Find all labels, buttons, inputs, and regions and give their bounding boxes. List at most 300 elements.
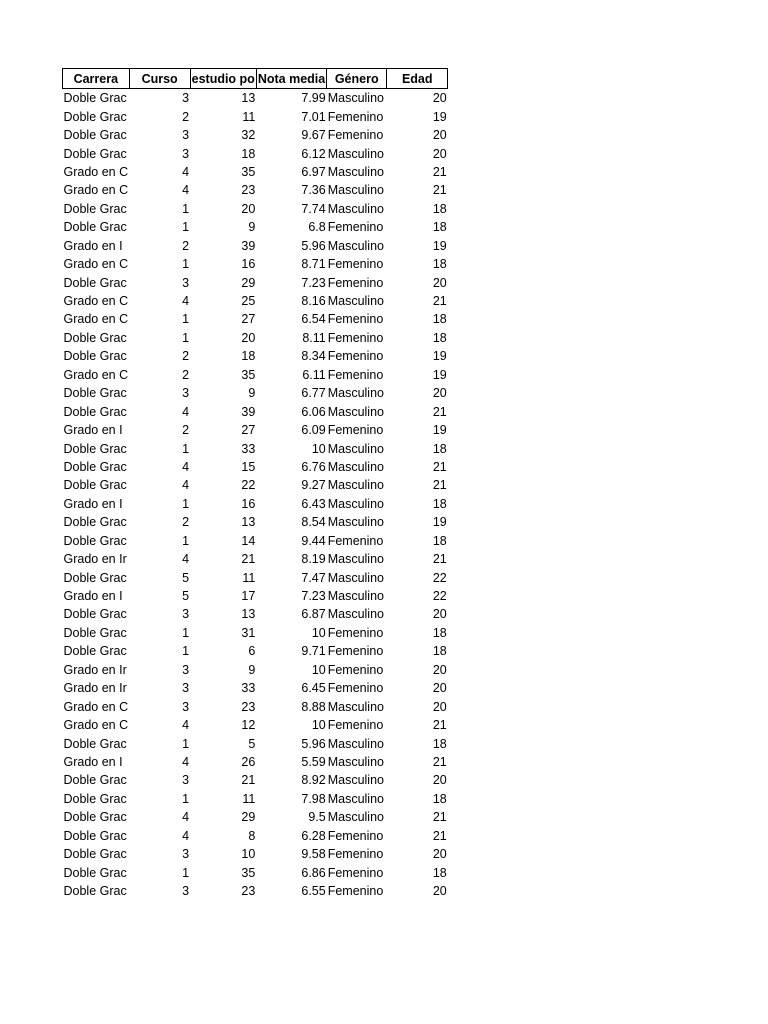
cell-carrera[interactable]: Doble Grac [63, 275, 127, 290]
cell-carrera[interactable]: Grado en I [63, 238, 123, 253]
cell-carrera[interactable]: Doble Grac [63, 515, 127, 530]
cell-curso[interactable]: 2 [182, 367, 190, 382]
cell-curso[interactable]: 3 [182, 386, 190, 401]
cell-curso[interactable]: 4 [182, 294, 190, 309]
cell-nota-media[interactable]: 10 [311, 718, 326, 733]
cell-edad[interactable]: 19 [432, 515, 447, 530]
cell-estudio[interactable]: 23 [241, 884, 256, 899]
cell-carrera[interactable]: Doble Grac [63, 736, 127, 751]
cell-carrera[interactable]: Grado en I [63, 754, 123, 769]
cell-edad[interactable]: 21 [432, 404, 447, 419]
cell-genero[interactable]: Femenino [327, 625, 384, 640]
table-row [63, 292, 448, 310]
cell-edad[interactable]: 22 [432, 589, 447, 604]
cell-curso[interactable]: 2 [182, 238, 190, 253]
cell-curso[interactable]: 5 [182, 570, 190, 585]
cell-estudio[interactable]: 11 [242, 570, 256, 585]
cell-edad[interactable]: 20 [432, 128, 447, 143]
cell-edad[interactable]: 18 [432, 312, 447, 327]
cell-estudio[interactable]: 39 [241, 238, 256, 253]
cell-estudio[interactable]: 14 [241, 533, 256, 548]
cell-curso[interactable]: 3 [182, 275, 190, 290]
cell-carrera[interactable]: Doble Grac [63, 884, 127, 899]
cell-carrera[interactable]: Doble Grac [63, 459, 127, 474]
cell-genero[interactable]: Femenino [327, 884, 384, 899]
cell-curso[interactable]: 4 [182, 552, 190, 567]
cell-carrera[interactable]: Doble Grac [63, 625, 127, 640]
cell-curso[interactable]: 1 [182, 257, 190, 272]
cell-genero[interactable]: Masculino [327, 404, 384, 419]
cell-carrera[interactable]: Doble Grac [63, 828, 127, 843]
table-row [63, 366, 448, 384]
cell-estudio[interactable]: 33 [241, 681, 256, 696]
cell-carrera[interactable]: Grado en C [63, 164, 129, 179]
cell-genero[interactable]: Femenino [327, 349, 384, 364]
cell-carrera[interactable]: Grado en Ir [63, 552, 127, 567]
cell-curso[interactable]: 2 [182, 423, 190, 438]
cell-estudio[interactable]: 22 [241, 478, 256, 493]
table-row [63, 642, 448, 660]
cell-genero[interactable]: Femenino [327, 681, 384, 696]
cell-estudio[interactable]: 35 [241, 164, 256, 179]
cell-estudio[interactable]: 10 [241, 847, 256, 862]
cell-carrera[interactable]: Doble Grac [63, 146, 127, 161]
table-row [63, 218, 448, 236]
cell-curso[interactable]: 4 [182, 459, 190, 474]
cell-carrera[interactable]: Doble Grac [63, 644, 127, 659]
cell-nota-media[interactable]: 9.58 [301, 847, 326, 862]
cell-curso[interactable]: 3 [182, 847, 190, 862]
cell-estudio[interactable]: 35 [241, 865, 256, 880]
cell-nota-media[interactable]: 5.96 [301, 238, 326, 253]
cell-curso[interactable]: 1 [182, 330, 190, 345]
cell-estudio[interactable]: 29 [241, 810, 256, 825]
cell-edad[interactable]: 18 [432, 533, 447, 548]
cell-carrera[interactable]: Doble Grac [63, 810, 127, 825]
cell-nota-media[interactable]: 9.5 [308, 810, 326, 825]
cell-edad[interactable]: 18 [432, 496, 447, 511]
cell-edad[interactable]: 20 [432, 386, 447, 401]
cell-carrera[interactable]: Grado en C [63, 699, 129, 714]
cell-nota-media[interactable]: 8.34 [301, 349, 326, 364]
cell-genero[interactable]: Masculino [327, 773, 384, 788]
cell-nota-media[interactable]: 6.11 [302, 367, 326, 382]
cell-genero[interactable]: Masculino [327, 91, 384, 106]
cell-carrera[interactable]: Grado en C [63, 183, 129, 198]
cell-nota-media[interactable]: 6.43 [301, 496, 326, 511]
cell-carrera[interactable]: Grado en C [63, 718, 129, 733]
cell-carrera[interactable]: Grado en C [63, 294, 129, 309]
cell-estudio[interactable]: 11 [242, 109, 256, 124]
cell-nota-media[interactable]: 8.19 [301, 552, 326, 567]
cell-nota-media[interactable]: 6.09 [301, 423, 326, 438]
cell-genero[interactable]: Femenino [327, 718, 384, 733]
cell-genero[interactable]: Femenino [327, 865, 384, 880]
cell-estudio[interactable]: 8 [248, 828, 256, 843]
cell-estudio[interactable]: 18 [241, 146, 256, 161]
cell-genero[interactable]: Femenino [327, 662, 384, 677]
table-row [63, 863, 448, 881]
cell-estudio[interactable]: 31 [241, 625, 256, 640]
cell-nota-media[interactable]: 8.54 [301, 515, 326, 530]
cell-edad[interactable]: 18 [432, 625, 447, 640]
cell-curso[interactable]: 4 [182, 754, 190, 769]
cell-genero[interactable]: Masculino [327, 294, 384, 309]
cell-edad[interactable]: 20 [432, 607, 447, 622]
table-row [63, 513, 448, 531]
cell-estudio[interactable]: 13 [241, 515, 256, 530]
cell-genero[interactable]: Masculino [327, 699, 384, 714]
table-row [63, 790, 448, 808]
cell-edad[interactable]: 18 [432, 201, 447, 216]
cell-curso[interactable]: 3 [182, 681, 190, 696]
cell-estudio[interactable]: 23 [241, 183, 256, 198]
cell-curso[interactable]: 1 [182, 201, 190, 216]
cell-edad[interactable]: 18 [432, 441, 447, 456]
cell-estudio[interactable]: 23 [241, 699, 256, 714]
cell-estudio[interactable]: 13 [241, 607, 256, 622]
cell-nota-media[interactable]: 7.36 [301, 183, 326, 198]
cell-estudio[interactable]: 27 [241, 423, 256, 438]
cell-edad[interactable]: 18 [432, 736, 447, 751]
header-genero[interactable]: Género [327, 69, 387, 89]
cell-nota-media[interactable]: 10 [311, 625, 326, 640]
cell-nota-media[interactable]: 8.88 [301, 699, 326, 714]
table-row [63, 476, 448, 494]
cell-carrera[interactable]: Doble Grac [63, 109, 127, 124]
cell-genero[interactable]: Masculino [327, 552, 384, 567]
cell-curso[interactable]: 1 [182, 220, 190, 235]
cell-curso[interactable]: 2 [182, 349, 190, 364]
cell-nota-media[interactable]: 6.54 [301, 312, 326, 327]
table-row [63, 679, 448, 697]
cell-genero[interactable]: Masculino [327, 386, 384, 401]
cell-curso[interactable]: 3 [182, 773, 190, 788]
cell-edad[interactable]: 21 [432, 718, 447, 733]
cell-estudio[interactable]: 16 [241, 496, 256, 511]
cell-estudio[interactable]: 35 [241, 367, 256, 382]
cell-carrera[interactable]: Doble Grac [63, 865, 127, 880]
cell-edad[interactable]: 18 [432, 220, 447, 235]
cell-edad[interactable]: 21 [432, 552, 447, 567]
cell-carrera[interactable]: Grado en I [63, 589, 123, 604]
table-row [63, 734, 448, 752]
cell-nota-media[interactable]: 6.06 [301, 404, 326, 419]
cell-nota-media[interactable]: 7.47 [301, 570, 326, 585]
table-row [63, 605, 448, 623]
cell-genero[interactable]: Femenino [327, 330, 384, 345]
cell-curso[interactable]: 3 [182, 699, 190, 714]
cell-curso[interactable]: 3 [182, 884, 190, 899]
cell-estudio[interactable]: 9 [248, 386, 256, 401]
header-edad[interactable]: Edad [387, 69, 448, 89]
header-estudio[interactable]: estudio po [190, 69, 256, 89]
table-row [63, 402, 448, 420]
cell-genero[interactable]: Femenino [327, 220, 384, 235]
cell-curso[interactable]: 1 [182, 736, 190, 751]
cell-edad[interactable]: 20 [432, 847, 447, 862]
table-body [63, 89, 448, 901]
cell-carrera[interactable]: Grado en C [63, 367, 129, 382]
cell-nota-media[interactable]: 9.67 [301, 128, 326, 143]
cell-curso[interactable]: 3 [182, 146, 190, 161]
cell-curso[interactable]: 4 [182, 183, 190, 198]
cell-edad[interactable]: 18 [432, 330, 447, 345]
cell-genero[interactable]: Masculino [327, 754, 384, 769]
cell-edad[interactable]: 21 [432, 810, 447, 825]
cell-genero[interactable]: Masculino [327, 736, 384, 751]
cell-nota-media[interactable]: 6.55 [301, 884, 326, 899]
table-row [63, 163, 448, 181]
cell-edad[interactable]: 21 [432, 459, 447, 474]
cell-nota-media[interactable]: 6.8 [308, 220, 326, 235]
cell-edad[interactable]: 20 [432, 146, 447, 161]
table-row [63, 200, 448, 218]
table-row [63, 550, 448, 568]
cell-estudio[interactable]: 18 [241, 349, 256, 364]
cell-genero[interactable]: Masculino [327, 146, 384, 161]
cell-genero[interactable]: Masculino [327, 496, 384, 511]
cell-genero[interactable]: Masculino [327, 515, 384, 530]
cell-carrera[interactable]: Doble Grac [63, 349, 127, 364]
cell-curso[interactable]: 4 [182, 404, 190, 419]
cell-carrera[interactable]: Doble Grac [63, 220, 127, 235]
cell-estudio[interactable]: 32 [241, 128, 256, 143]
cell-nota-media[interactable]: 9.71 [301, 644, 326, 659]
cell-edad[interactable]: 20 [432, 773, 447, 788]
cell-carrera[interactable]: Doble Grac [63, 91, 127, 106]
cell-edad[interactable]: 22 [432, 570, 447, 585]
cell-estudio[interactable]: 27 [241, 312, 256, 327]
cell-curso[interactable]: 1 [182, 625, 190, 640]
cell-nota-media[interactable]: 10 [311, 441, 326, 456]
cell-edad[interactable]: 21 [432, 754, 447, 769]
cell-genero[interactable]: Femenino [327, 257, 384, 272]
cell-genero[interactable]: Masculino [327, 570, 384, 585]
cell-genero[interactable]: Femenino [327, 423, 384, 438]
cell-estudio[interactable]: 20 [241, 201, 256, 216]
cell-estudio[interactable]: 13 [241, 91, 256, 106]
cell-genero[interactable]: Masculino [327, 607, 384, 622]
cell-nota-media[interactable]: 5.96 [301, 736, 326, 751]
cell-genero[interactable]: Femenino [327, 533, 384, 548]
cell-genero[interactable]: Masculino [327, 459, 384, 474]
cell-curso[interactable]: 1 [182, 865, 190, 880]
cell-genero[interactable]: Masculino [327, 201, 384, 216]
cell-nota-media[interactable]: 10 [311, 662, 326, 677]
cell-carrera[interactable]: Grado en I [63, 496, 123, 511]
cell-edad[interactable]: 18 [432, 865, 447, 880]
cell-carrera[interactable]: Doble Grac [63, 441, 127, 456]
cell-estudio[interactable]: 21 [241, 552, 256, 567]
cell-genero[interactable]: Masculino [327, 791, 384, 806]
table-row [63, 495, 448, 513]
cell-curso[interactable]: 1 [182, 791, 190, 806]
cell-curso[interactable]: 3 [182, 662, 190, 677]
table-row [63, 310, 448, 328]
cell-estudio[interactable]: 16 [241, 257, 256, 272]
cell-curso[interactable]: 1 [182, 533, 190, 548]
cell-estudio[interactable]: 9 [248, 662, 256, 677]
cell-nota-media[interactable]: 8.71 [301, 257, 326, 272]
cell-curso[interactable]: 3 [182, 128, 190, 143]
cell-estudio[interactable]: 26 [241, 754, 256, 769]
cell-estudio[interactable]: 17 [241, 589, 256, 604]
cell-carrera[interactable]: Doble Grac [63, 847, 127, 862]
cell-curso[interactable]: 4 [182, 164, 190, 179]
header-carrera[interactable]: Carrera [63, 69, 130, 89]
cell-curso[interactable]: 3 [182, 607, 190, 622]
cell-curso[interactable]: 4 [182, 478, 190, 493]
cell-carrera[interactable]: Doble Grac [63, 607, 127, 622]
cell-estudio[interactable]: 21 [241, 773, 256, 788]
cell-curso[interactable]: 1 [182, 312, 190, 327]
cell-estudio[interactable]: 33 [241, 441, 256, 456]
cell-nota-media[interactable]: 6.86 [301, 865, 326, 880]
cell-edad[interactable]: 20 [432, 662, 447, 677]
cell-genero[interactable]: Femenino [327, 312, 384, 327]
cell-edad[interactable]: 19 [432, 109, 447, 124]
cell-edad[interactable]: 18 [432, 791, 447, 806]
cell-curso[interactable]: 2 [182, 515, 190, 530]
cell-nota-media[interactable]: 6.12 [301, 146, 326, 161]
cell-edad[interactable]: 20 [432, 275, 447, 290]
cell-genero[interactable]: Masculino [327, 183, 384, 198]
cell-genero[interactable]: Masculino [327, 478, 384, 493]
cell-curso[interactable]: 5 [182, 589, 190, 604]
cell-edad[interactable]: 18 [432, 257, 447, 272]
cell-carrera[interactable]: Doble Grac [63, 386, 127, 401]
cell-estudio[interactable]: 20 [241, 330, 256, 345]
table-row [63, 568, 448, 586]
table-row [63, 458, 448, 476]
cell-estudio[interactable]: 6 [248, 644, 256, 659]
cell-estudio[interactable]: 15 [241, 459, 256, 474]
cell-nota-media[interactable]: 7.23 [301, 275, 326, 290]
cell-genero[interactable]: Femenino [327, 128, 384, 143]
cell-curso[interactable]: 4 [182, 718, 190, 733]
cell-carrera[interactable]: Doble Grac [63, 330, 127, 345]
cell-estudio[interactable]: 29 [241, 275, 256, 290]
cell-carrera[interactable]: Doble Grac [63, 533, 127, 548]
cell-edad[interactable]: 18 [432, 644, 447, 659]
cell-estudio[interactable]: 11 [242, 791, 256, 806]
cell-edad[interactable]: 21 [432, 294, 447, 309]
table-row [63, 439, 448, 457]
cell-edad[interactable]: 21 [432, 478, 447, 493]
cell-carrera[interactable]: Doble Grac [63, 128, 127, 143]
header-row [63, 69, 448, 89]
cell-curso[interactable]: 1 [182, 644, 190, 659]
cell-carrera[interactable]: Doble Grac [63, 201, 127, 216]
cell-carrera[interactable]: Doble Grac [63, 791, 127, 806]
cell-edad[interactable]: 21 [432, 183, 447, 198]
cell-curso[interactable]: 3 [182, 91, 190, 106]
cell-edad[interactable]: 21 [432, 828, 447, 843]
cell-carrera[interactable]: Grado en Ir [63, 662, 127, 677]
cell-nota-media[interactable]: 8.11 [302, 330, 326, 345]
cell-nota-media[interactable]: 6.28 [301, 828, 326, 843]
cell-nota-media[interactable]: 6.97 [301, 164, 326, 179]
cell-genero[interactable]: Femenino [327, 847, 384, 862]
cell-carrera[interactable]: Doble Grac [63, 773, 127, 788]
cell-estudio[interactable]: 9 [248, 220, 256, 235]
cell-nota-media[interactable]: 9.27 [301, 478, 326, 493]
cell-carrera[interactable]: Doble Grac [63, 478, 127, 493]
cell-edad[interactable]: 19 [432, 423, 447, 438]
table-row [63, 882, 448, 900]
cell-carrera[interactable]: Doble Grac [63, 570, 127, 585]
table-row [63, 255, 448, 273]
cell-carrera[interactable]: Grado en I [63, 423, 123, 438]
cell-nota-media[interactable]: 6.76 [301, 459, 326, 474]
table-row [63, 845, 448, 863]
cell-genero[interactable]: Masculino [327, 810, 384, 825]
header-curso[interactable]: Curso [129, 69, 190, 89]
cell-nota-media[interactable]: 7.99 [301, 91, 326, 106]
cell-nota-media[interactable]: 6.45 [301, 681, 326, 696]
cell-edad[interactable]: 20 [432, 681, 447, 696]
cell-nota-media[interactable]: 6.77 [301, 386, 326, 401]
cell-nota-media[interactable]: 6.87 [301, 607, 326, 622]
cell-curso[interactable]: 4 [182, 828, 190, 843]
cell-estudio[interactable]: 5 [248, 736, 256, 751]
cell-nota-media[interactable]: 8.16 [301, 294, 326, 309]
cell-carrera[interactable]: Grado en C [63, 257, 129, 272]
data-table [62, 68, 448, 900]
cell-estudio[interactable]: 25 [241, 294, 256, 309]
spreadsheet [62, 68, 448, 900]
cell-genero[interactable]: Femenino [327, 275, 384, 290]
cell-genero[interactable]: Masculino [327, 441, 384, 456]
cell-edad[interactable]: 19 [432, 238, 447, 253]
cell-genero[interactable]: Femenino [327, 109, 384, 124]
cell-genero[interactable]: Femenino [327, 367, 384, 382]
cell-genero[interactable]: Femenino [327, 644, 384, 659]
header-nota-media[interactable]: Nota media [256, 69, 326, 89]
cell-genero[interactable]: Femenino [327, 828, 384, 843]
cell-genero[interactable]: Masculino [327, 238, 384, 253]
cell-edad[interactable]: 20 [432, 91, 447, 106]
cell-carrera[interactable]: Doble Grac [63, 404, 127, 419]
cell-edad[interactable]: 21 [432, 164, 447, 179]
cell-estudio[interactable]: 39 [241, 404, 256, 419]
cell-edad[interactable]: 20 [432, 884, 447, 899]
cell-genero[interactable]: Masculino [327, 164, 384, 179]
cell-nota-media[interactable]: 8.92 [301, 773, 326, 788]
table-row [63, 144, 448, 162]
cell-curso[interactable]: 4 [182, 810, 190, 825]
cell-curso[interactable]: 2 [182, 109, 190, 124]
cell-carrera[interactable]: Grado en Ir [63, 681, 127, 696]
table-row [63, 329, 448, 347]
cell-nota-media[interactable]: 7.98 [301, 791, 326, 806]
cell-edad[interactable]: 19 [432, 349, 447, 364]
table-row [63, 697, 448, 715]
cell-genero[interactable]: Masculino [327, 589, 384, 604]
cell-nota-media[interactable]: 7.01 [301, 109, 326, 124]
cell-edad[interactable]: 19 [432, 367, 447, 382]
cell-nota-media[interactable]: 7.23 [301, 589, 326, 604]
cell-nota-media[interactable]: 5.59 [301, 754, 326, 769]
cell-nota-media[interactable]: 9.44 [301, 533, 326, 548]
cell-carrera[interactable]: Grado en C [63, 312, 129, 327]
cell-estudio[interactable]: 12 [241, 718, 256, 733]
cell-edad[interactable]: 20 [432, 699, 447, 714]
cell-curso[interactable]: 1 [182, 441, 190, 456]
cell-nota-media[interactable]: 7.74 [301, 201, 326, 216]
cell-curso[interactable]: 1 [182, 496, 190, 511]
